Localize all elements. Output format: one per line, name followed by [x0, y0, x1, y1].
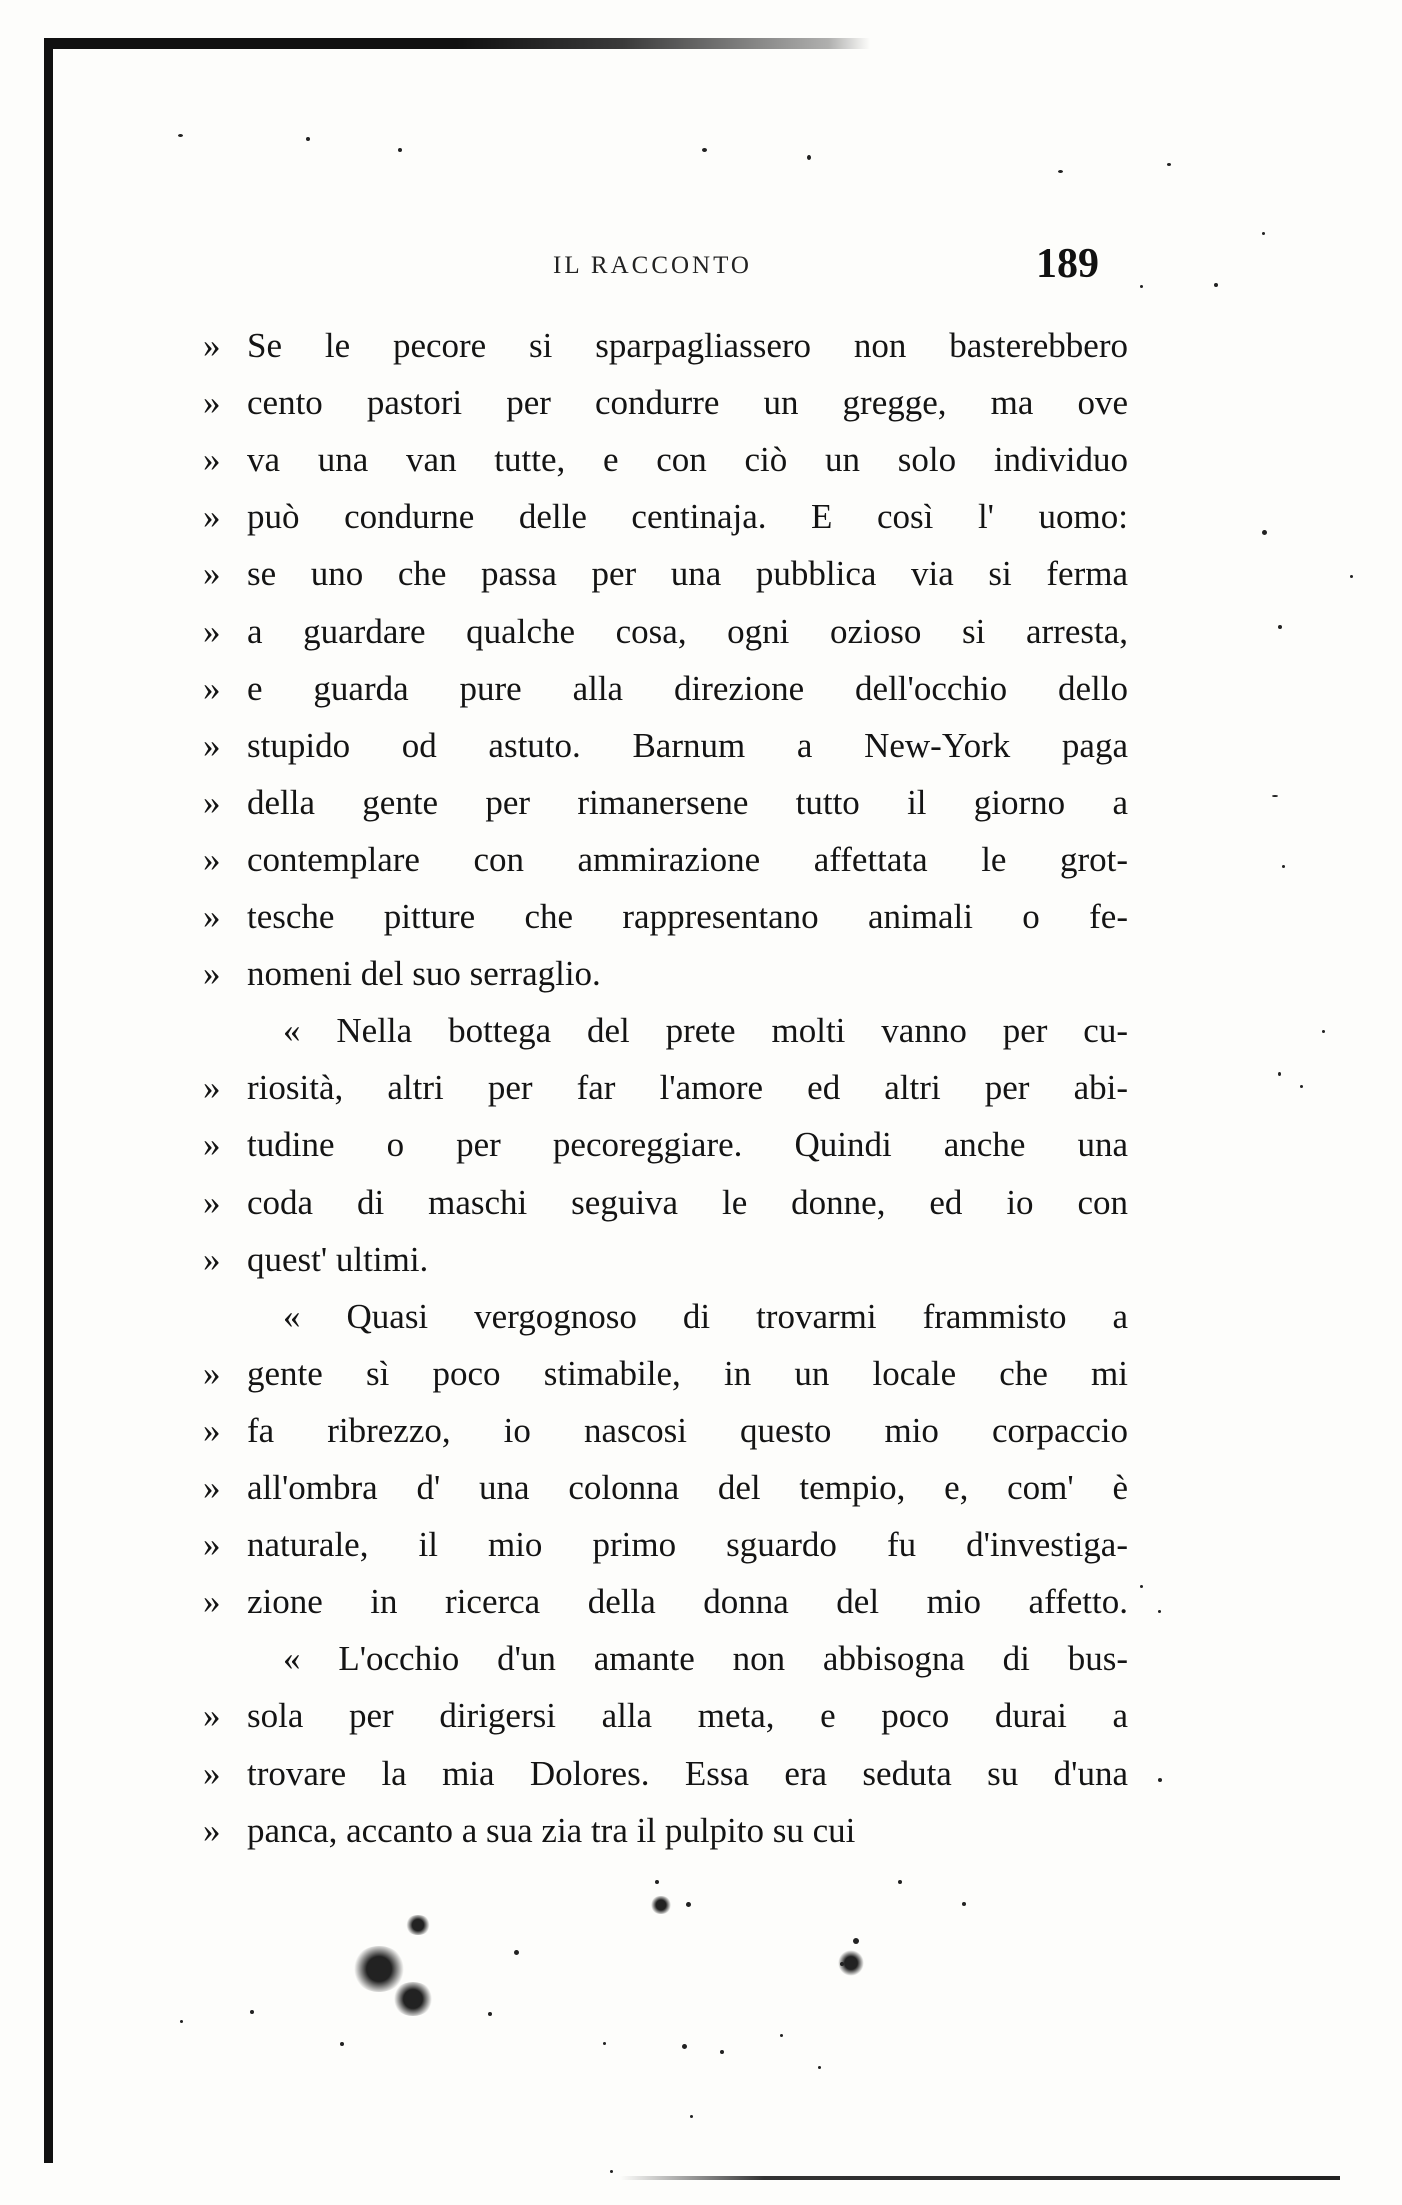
text-line — [203, 891, 1128, 943]
text-line — [203, 1348, 1128, 1400]
line-text: sola per dirigersi alla meta, e poco durai a — [247, 1696, 1128, 1735]
line-text: può condurne delle centinaja. E così l' uomo: — [247, 497, 1128, 536]
quote-mark: » — [203, 1811, 221, 1850]
text-line — [203, 1519, 1128, 1571]
line-text: panca, accanto a sua zia tra il pulpito su cui — [247, 1811, 856, 1850]
text-line — [203, 377, 1128, 429]
line-text: « L'occhio d'un amante non abbisogna di bus- — [283, 1639, 1128, 1678]
text-line — [203, 834, 1128, 886]
line-text: della gente per rimanersene tutto il giorno a — [247, 783, 1128, 822]
line-text: se uno che passa per una pubblica via si ferma — [247, 554, 1128, 593]
quote-mark: » — [203, 1525, 221, 1564]
quote-mark: » — [203, 440, 221, 479]
quote-mark: » — [203, 1183, 221, 1222]
text-line — [203, 1177, 1128, 1229]
line-text: nomeni del suo serraglio. — [247, 954, 601, 993]
scan-border-top — [44, 38, 870, 49]
quote-mark: » — [203, 326, 221, 365]
quote-mark: » — [203, 783, 221, 822]
line-text: stupido od astuto. Barnum a New-York paga — [247, 726, 1128, 765]
line-text: zione in ricerca della donna del mio affetto. — [247, 1582, 1128, 1621]
line-text: « Quasi vergognoso di trovarmi frammisto a — [283, 1297, 1128, 1336]
line-text: naturale, il mio primo sguardo fu d'investiga- — [247, 1525, 1128, 1564]
quote-mark: » — [203, 612, 221, 651]
text-line — [203, 548, 1128, 600]
text-line — [203, 491, 1128, 543]
quote-mark: » — [203, 1754, 221, 1793]
text-line — [203, 1291, 1128, 1343]
line-text: all'ombra d' una colonna del tempio, e, com' è — [247, 1468, 1128, 1507]
quote-mark: » — [203, 1468, 221, 1507]
line-text: gente sì poco stimabile, in un locale che mi — [247, 1354, 1128, 1393]
quote-mark: » — [203, 669, 221, 708]
quote-mark: » — [203, 383, 221, 422]
text-line — [203, 1062, 1128, 1114]
scan-border-left — [44, 38, 53, 2163]
line-text: cento pastori per condurre un gregge, ma ove — [247, 383, 1128, 422]
quote-mark: » — [203, 840, 221, 879]
text-line — [203, 663, 1128, 715]
line-text: Se le pecore si sparpagliassero non basterebbero — [247, 326, 1128, 365]
quote-mark: » — [203, 897, 221, 936]
line-text: tesche pitture che rappresentano animali o fe- — [247, 897, 1128, 936]
quote-mark: » — [203, 1354, 221, 1393]
line-text: trovare la mia Dolores. Essa era seduta su d'una — [247, 1754, 1128, 1793]
line-text: contemplare con ammirazione affettata le grot- — [247, 840, 1128, 879]
quote-mark: » — [203, 1582, 221, 1621]
line-text: riosità, altri per far l'amore ed altri per abi- — [247, 1068, 1128, 1107]
scan-border-bottom — [620, 2176, 1340, 2180]
quote-mark: » — [203, 497, 221, 536]
running-head: IL RACCONTO — [553, 252, 752, 279]
line-text: e guarda pure alla direzione dell'occhio dello — [247, 669, 1128, 708]
text-line — [203, 1748, 1128, 1800]
text-line — [203, 1005, 1128, 1057]
text-line — [203, 606, 1128, 658]
page-number: 189 — [1036, 241, 1099, 287]
text-line — [203, 434, 1128, 486]
text-line — [203, 1119, 1128, 1171]
quote-mark: » — [203, 554, 221, 593]
line-text: coda di maschi seguiva le donne, ed io con — [247, 1183, 1128, 1222]
quote-mark: » — [203, 1125, 221, 1164]
line-text: fa ribrezzo, io nascosi questo mio corpaccio — [247, 1411, 1128, 1450]
line-text: a guardare qualche cosa, ogni ozioso si arresta, — [247, 612, 1128, 651]
text-line — [203, 1805, 1128, 1857]
quote-mark: » — [203, 1240, 221, 1279]
quote-mark: » — [203, 1696, 221, 1735]
text-line — [203, 777, 1128, 829]
quote-mark: » — [203, 1068, 221, 1107]
text-line — [203, 1576, 1128, 1628]
quote-mark: » — [203, 954, 221, 993]
text-line — [203, 1234, 1128, 1286]
text-line — [203, 1633, 1128, 1685]
text-line — [203, 1405, 1128, 1457]
line-text: tudine o per pecoreggiare. Quindi anche una — [247, 1125, 1128, 1164]
line-text: va una van tutte, e con ciò un solo individuo — [247, 440, 1128, 479]
text-line — [203, 320, 1128, 372]
text-line — [203, 948, 1128, 1000]
text-line — [203, 1690, 1128, 1742]
quote-mark: » — [203, 726, 221, 765]
text-line — [203, 720, 1128, 772]
quote-mark: » — [203, 1411, 221, 1450]
text-line — [203, 1462, 1128, 1514]
line-text: quest' ultimi. — [247, 1240, 429, 1279]
line-text: « Nella bottega del prete molti vanno per cu- — [283, 1011, 1128, 1050]
